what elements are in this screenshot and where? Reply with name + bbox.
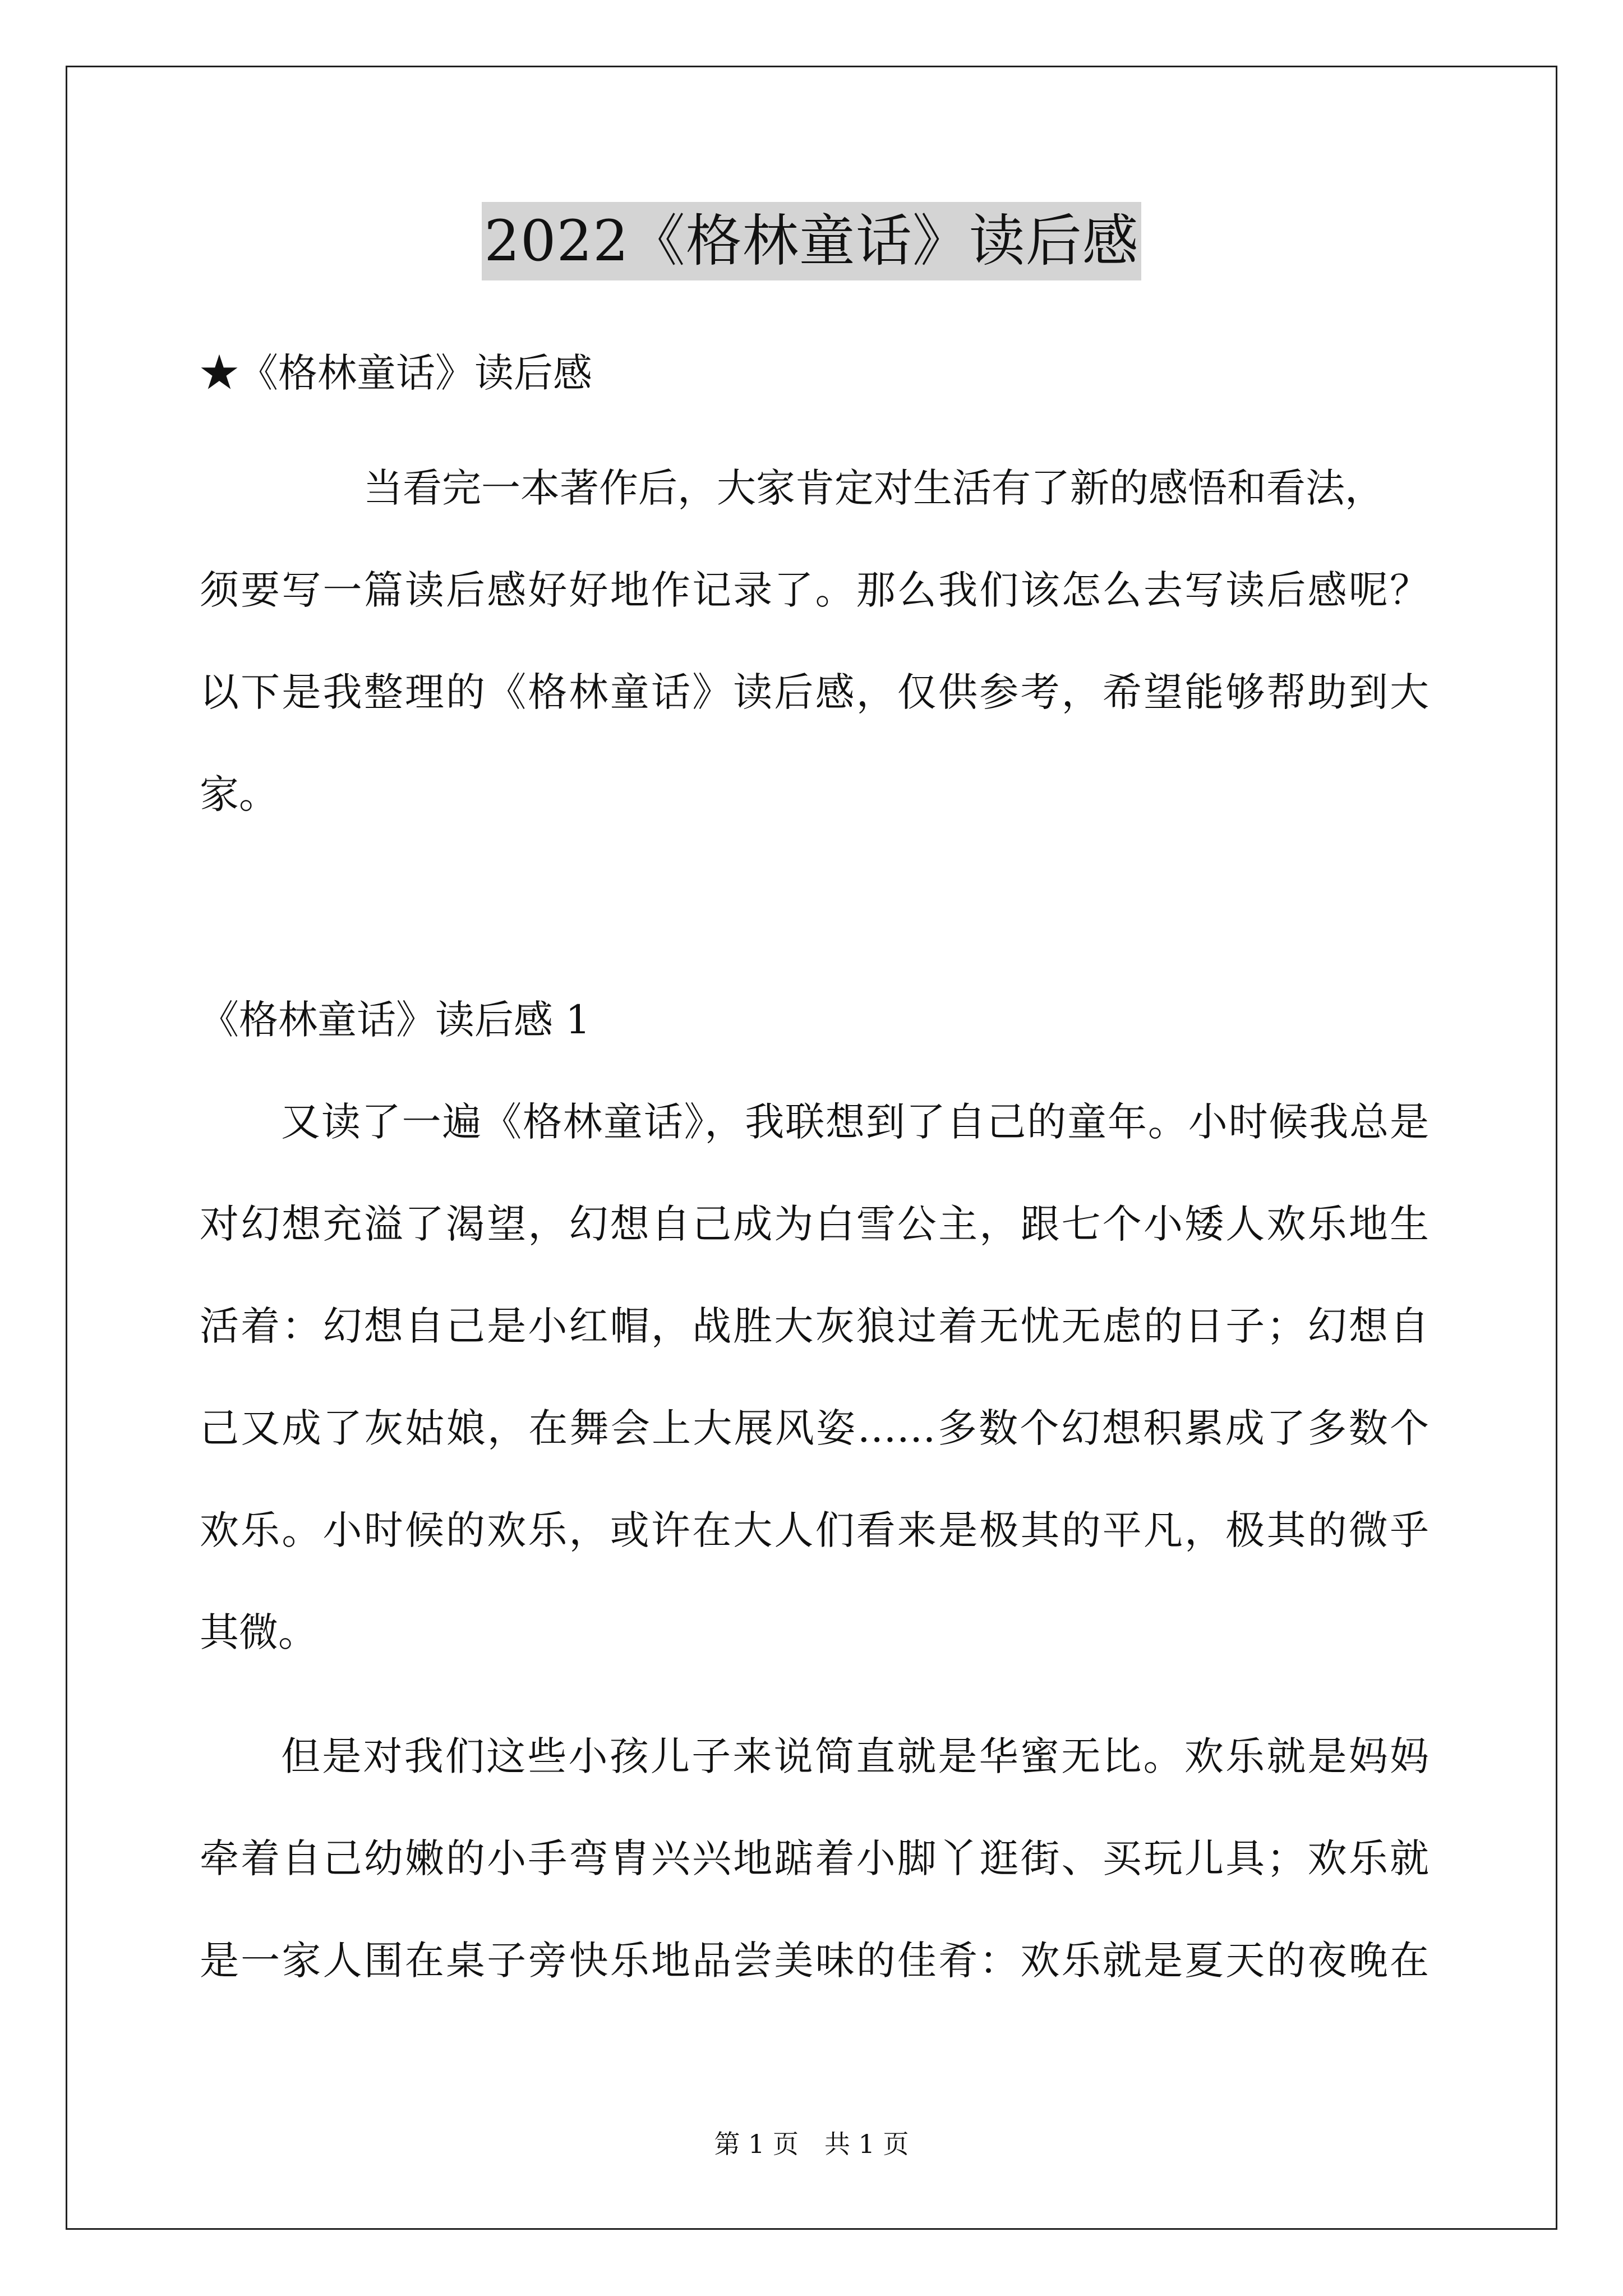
intro-line: 须要写一篇读后感好好地作记录了。那么我们该怎么去写读后感呢？ (200, 567, 1429, 613)
paragraph-line: 活着：幻想自己是小红帽，战胜大灰狼过着无忧无虑的日子；幻想自 (200, 1303, 1429, 1349)
document-title: 2022《格林童话》读后感 (482, 202, 1141, 280)
intro-line: 当看完一本著作后，大家肯定对生活有了新的感悟和看法， (363, 465, 1384, 511)
subheading: ★《格林童话》读后感 (200, 350, 592, 396)
section-heading: 《格林童话》读后感 1 (200, 997, 591, 1043)
paragraph-line: 又读了一遍《格林童话》，我联想到了自己的童年。小时候我总是 (281, 1099, 1429, 1145)
page-footer: 第 1 页 共 1 页 (714, 2129, 909, 2159)
paragraph-line: 欢乐。小时候的欢乐，或许在大人们看来是极其的平凡，极其的微乎 (200, 1507, 1429, 1553)
title-container (0, 202, 1623, 280)
intro-line: 以下是我整理的《格林童话》读后感，仅供参考，希望能够帮助到大 (200, 669, 1429, 715)
paragraph-line: 其微。 (200, 1609, 317, 1655)
paragraph-line: 对幻想充溢了渴望，幻想自己成为白雪公主，跟七个小矮人欢乐地生 (200, 1201, 1429, 1247)
paragraph-line: 但是对我们这些小孩儿子来说简直就是华蜜无比。欢乐就是妈妈 (281, 1733, 1429, 1779)
paragraph-line: 牵着自己幼嫩的小手弯胄兴兴地踮着小脚丫逛街、买玩儿具；欢乐就 (200, 1835, 1429, 1881)
paragraph-line: 己又成了灰姑娘，在舞会上大展风姿……多数个幻想积累成了多数个 (200, 1405, 1429, 1451)
paragraph-line: 是一家人围在桌子旁快乐地品尝美味的佳肴：欢乐就是夏天的夜晚在 (200, 1938, 1429, 1984)
intro-line: 家。 (200, 771, 278, 817)
